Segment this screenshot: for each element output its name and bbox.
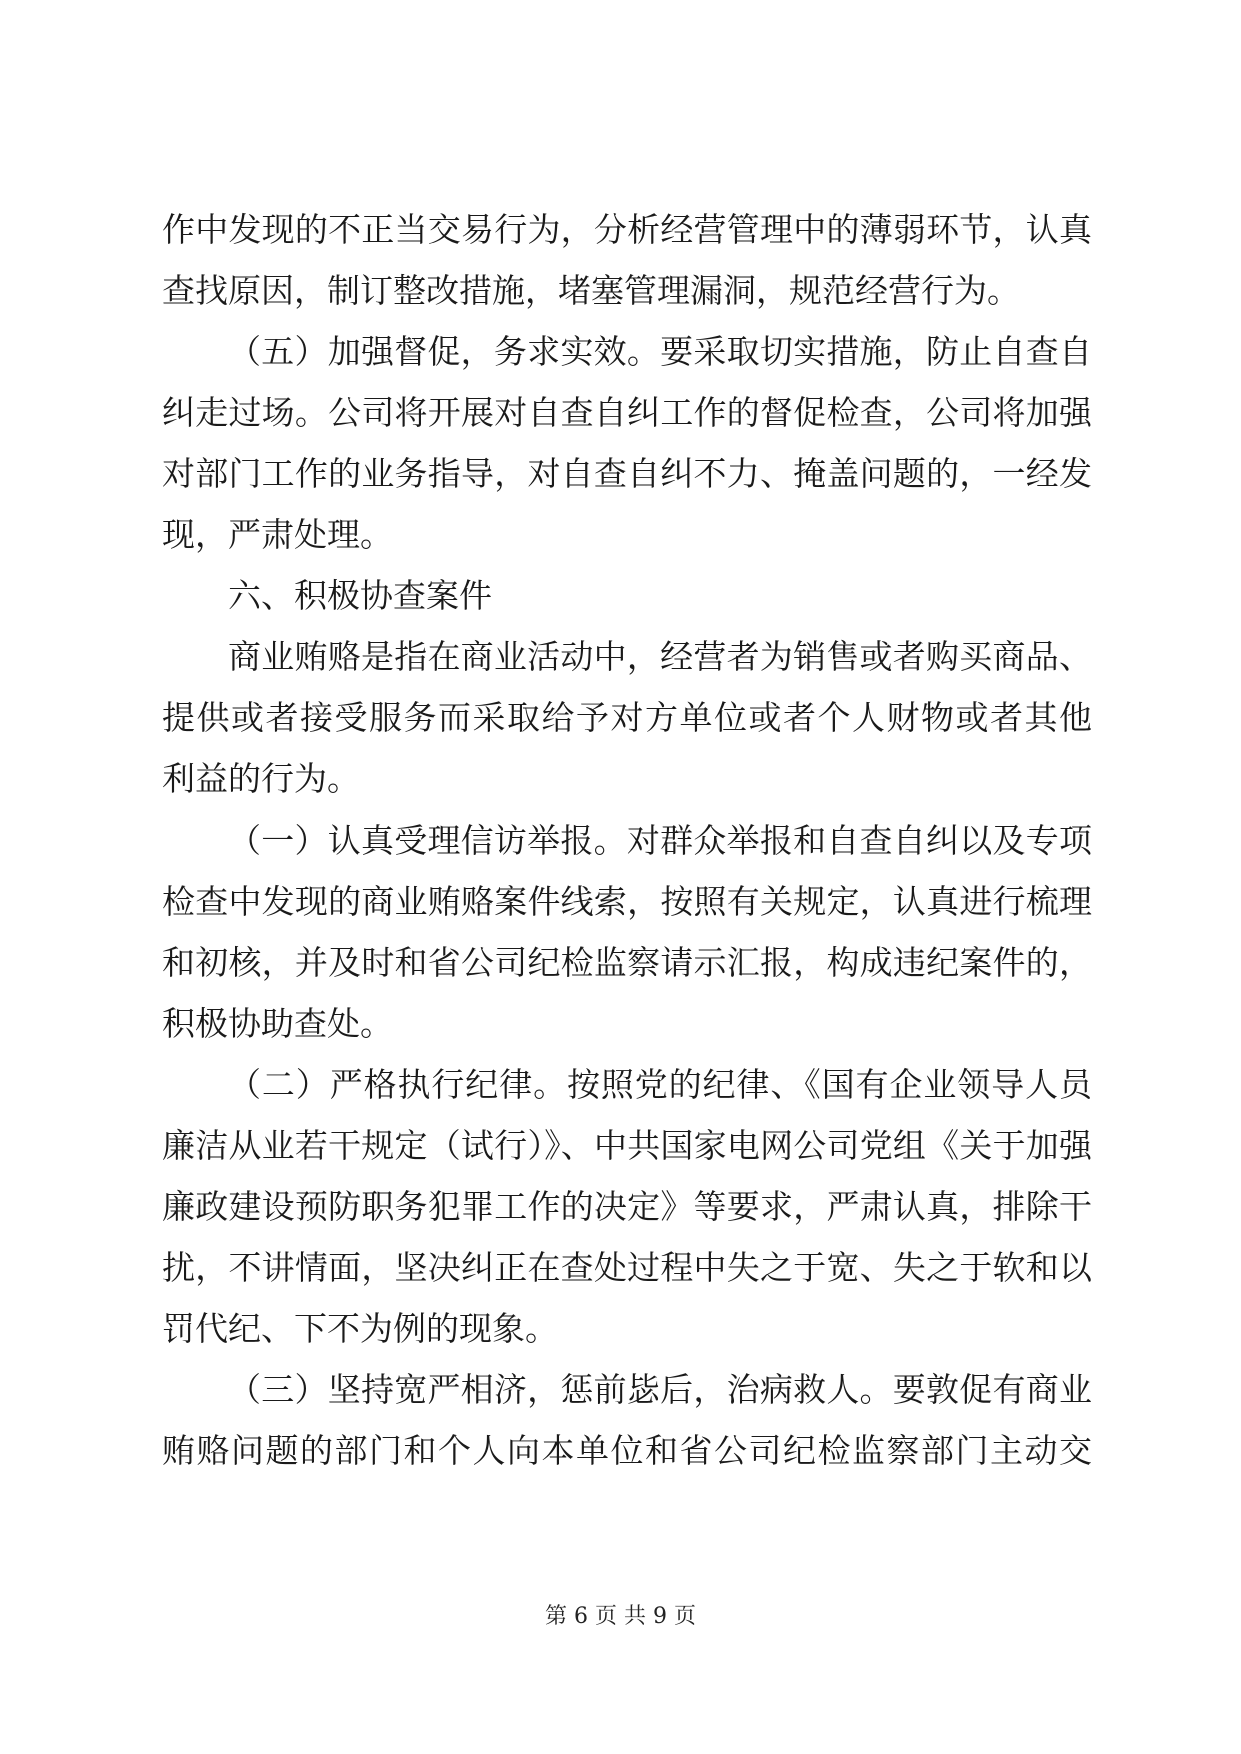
body-text-line: 检查中发现的商业贿赂案件线索，按照有关规定，认真进行梳理 xyxy=(162,882,1092,921)
body-text-line: 廉洁从业若干规定（试行）》、中共国家电网公司党组《关于加强 xyxy=(162,1126,1092,1165)
page-number-footer: 第 6 页 共 9 页 xyxy=(545,1604,696,1629)
paragraph-first-line: 商业贿赂是指在商业活动中，经营者为销售或者购买商品、 xyxy=(228,637,1092,676)
body-text-line: 和初核，并及时和省公司纪检监察请示汇报，构成违纪案件的， xyxy=(162,943,1092,982)
body-text-line: 罚代纪、下不为例的现象。 xyxy=(162,1309,558,1348)
body-text-line: 廉政建设预防职务犯罪工作的决定》等要求，严肃认真，排除干 xyxy=(162,1187,1092,1226)
body-text-line: 作中发现的不正当交易行为，分析经营管理中的薄弱环节，认真 xyxy=(162,210,1092,249)
section-heading: 六、积极协查案件 xyxy=(228,576,492,615)
paragraph-first-line: （一）认真受理信访举报。对群众举报和自查自纠以及专项 xyxy=(228,821,1092,860)
paragraph-first-line: （二）严格执行纪律。按照党的纪律、《国有企业领导人员 xyxy=(228,1065,1092,1104)
paragraph-first-line: （三）坚持宽严相济，惩前毖后，治病救人。要敦促有商业 xyxy=(228,1370,1092,1409)
body-text-line: 扰，不讲情面，坚决纠正在查处过程中失之于宽、失之于软和以 xyxy=(162,1248,1092,1287)
body-text-line: 纠走过场。公司将开展对自查自纠工作的督促检查，公司将加强 xyxy=(162,393,1092,432)
body-text-line: 积极协助查处。 xyxy=(162,1004,393,1043)
body-text-line: 对部门工作的业务指导，对自查自纠不力、掩盖问题的，一经发 xyxy=(162,454,1092,493)
body-text-line: 提供或者接受服务而采取给予对方单位或者个人财物或者其他 xyxy=(162,698,1092,737)
paragraph-first-line: （五）加强督促，务求实效。要采取切实措施，防止自查自 xyxy=(228,332,1092,371)
body-text-line: 贿赂问题的部门和个人向本单位和省公司纪检监察部门主动交 xyxy=(162,1431,1092,1470)
body-text-line: 利益的行为。 xyxy=(162,759,360,798)
body-text-line: 查找原因，制订整改措施，堵塞管理漏洞，规范经营行为。 xyxy=(162,271,1020,310)
body-text-line: 现，严肃处理。 xyxy=(162,515,393,554)
